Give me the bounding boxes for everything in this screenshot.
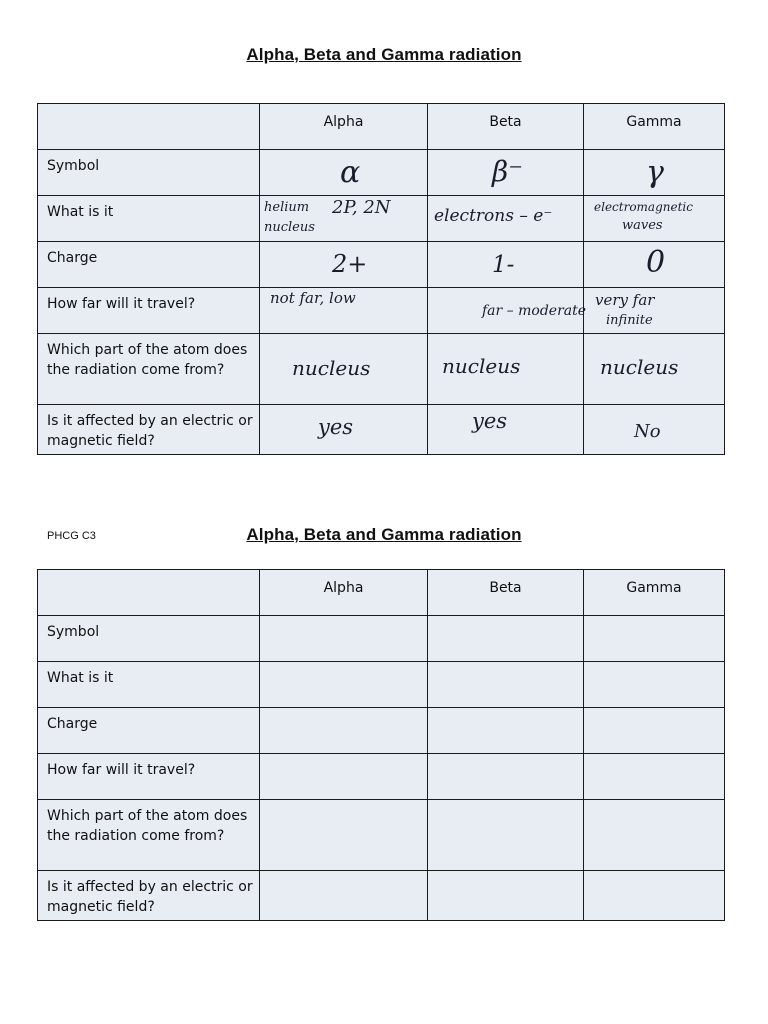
- table-row: [38, 800, 725, 871]
- handwritten-answer: waves: [622, 218, 663, 233]
- answer-cell[interactable]: [584, 405, 725, 455]
- row-label-symbol: Symbol: [38, 616, 260, 662]
- row-label-charge: Charge: [38, 708, 260, 754]
- table-row: [38, 405, 725, 455]
- answer-cell[interactable]: [428, 800, 584, 871]
- answer-cell[interactable]: [260, 288, 428, 334]
- worksheet-title: Alpha, Beta and Gamma radiation: [246, 45, 522, 64]
- answer-cell[interactable]: [428, 871, 584, 921]
- answer-cell[interactable]: [428, 242, 584, 288]
- handwritten-answer: 2P, 2N: [332, 197, 391, 218]
- answer-cell[interactable]: [428, 334, 584, 405]
- header-empty-cell: [38, 104, 260, 150]
- header-alpha: Alpha: [260, 570, 428, 616]
- row-label-field-effect: Is it affected by an electric or magnetic field?: [38, 405, 260, 455]
- handwritten-answer: yes: [472, 409, 508, 433]
- handwritten-answer: 0: [646, 245, 666, 280]
- table-row: [38, 288, 725, 334]
- handwritten-answer: infinite: [606, 313, 653, 328]
- answer-cell[interactable]: [584, 242, 725, 288]
- handwritten-answer: 1-: [492, 252, 515, 278]
- answer-cell[interactable]: [428, 288, 587, 334]
- table-row: [38, 616, 725, 662]
- answer-cell[interactable]: [428, 196, 584, 242]
- answer-cell[interactable]: [584, 662, 725, 708]
- answer-cell[interactable]: [584, 334, 725, 405]
- table-row: [38, 662, 725, 708]
- table-header-row: [38, 570, 725, 616]
- answer-cell[interactable]: [428, 662, 584, 708]
- answer-cell[interactable]: [584, 800, 725, 871]
- answer-cell[interactable]: [260, 800, 428, 871]
- header-alpha: Alpha: [260, 104, 428, 150]
- header-empty-cell: [38, 570, 260, 616]
- answer-cell[interactable]: [260, 242, 428, 288]
- worksheet-title: Alpha, Beta and Gamma radiation: [246, 525, 522, 544]
- handwritten-answer: not far, low: [270, 289, 356, 307]
- answer-cell[interactable]: [584, 288, 725, 334]
- answer-cell[interactable]: [584, 150, 725, 196]
- handwritten-answer: electromagnetic: [594, 200, 693, 214]
- worksheet-code: PHCG C3: [47, 530, 96, 542]
- handwritten-answer: far – moderate: [482, 303, 587, 319]
- answer-cell[interactable]: [260, 871, 428, 921]
- answer-cell[interactable]: [584, 196, 725, 242]
- header-beta: Beta: [428, 570, 584, 616]
- table-row: [38, 334, 725, 405]
- handwritten-answer: nucleus: [292, 356, 371, 380]
- table-row: [38, 871, 725, 921]
- answer-cell[interactable]: [260, 616, 428, 662]
- table-row: [38, 754, 725, 800]
- handwritten-answer: nucleus: [264, 220, 315, 235]
- table-header-row: [38, 104, 725, 150]
- row-label-how-far: How far will it travel?: [38, 288, 260, 334]
- handwritten-answer: 2+: [332, 250, 368, 278]
- row-label-field-effect: Is it affected by an electric or magnetic field?: [38, 871, 260, 921]
- answer-cell[interactable]: [260, 708, 428, 754]
- answer-cell[interactable]: [428, 708, 584, 754]
- table-row: [38, 150, 725, 196]
- answer-cell[interactable]: [584, 616, 725, 662]
- answer-cell[interactable]: [260, 754, 428, 800]
- handwritten-answer: yes: [318, 415, 354, 439]
- radiation-table-blank: [37, 569, 725, 921]
- answer-cell[interactable]: [260, 334, 428, 405]
- table-row: [38, 196, 725, 242]
- handwritten-answer: β⁻: [492, 155, 523, 188]
- handwritten-answer: electrons – e⁻: [434, 206, 553, 226]
- answer-cell[interactable]: [260, 196, 428, 242]
- answer-cell[interactable]: [428, 616, 584, 662]
- row-label-origin: Which part of the atom does the radiation come from?: [38, 800, 260, 871]
- answer-cell[interactable]: [428, 405, 584, 455]
- handwritten-answer: helium: [264, 200, 310, 215]
- handwritten-answer: α: [340, 155, 361, 190]
- header-gamma: Gamma: [584, 570, 725, 616]
- handwritten-answer: very far: [595, 291, 655, 309]
- row-label-what-is-it: What is it: [38, 662, 260, 708]
- handwritten-answer: nucleus: [442, 354, 521, 378]
- answer-cell[interactable]: [428, 150, 584, 196]
- row-label-charge: Charge: [38, 242, 260, 288]
- table-row: [38, 242, 725, 288]
- handwritten-answer: γ: [646, 155, 664, 190]
- row-label-how-far: How far will it travel?: [38, 754, 260, 800]
- table-row: [38, 708, 725, 754]
- header-gamma: Gamma: [584, 104, 725, 150]
- answer-cell[interactable]: [584, 754, 725, 800]
- row-label-symbol: Symbol: [38, 150, 260, 196]
- answer-cell[interactable]: [260, 405, 428, 455]
- answer-cell[interactable]: [584, 871, 725, 921]
- answer-cell[interactable]: [260, 662, 428, 708]
- answer-cell[interactable]: [428, 754, 584, 800]
- radiation-table-filled: [37, 103, 725, 455]
- header-beta: Beta: [428, 104, 584, 150]
- row-label-what-is-it: What is it: [38, 196, 260, 242]
- handwritten-answer: nucleus: [600, 355, 679, 379]
- answer-cell[interactable]: [260, 150, 428, 196]
- handwritten-answer: No: [634, 421, 661, 442]
- answer-cell[interactable]: [584, 708, 725, 754]
- row-label-origin: Which part of the atom does the radiation come from?: [38, 334, 260, 405]
